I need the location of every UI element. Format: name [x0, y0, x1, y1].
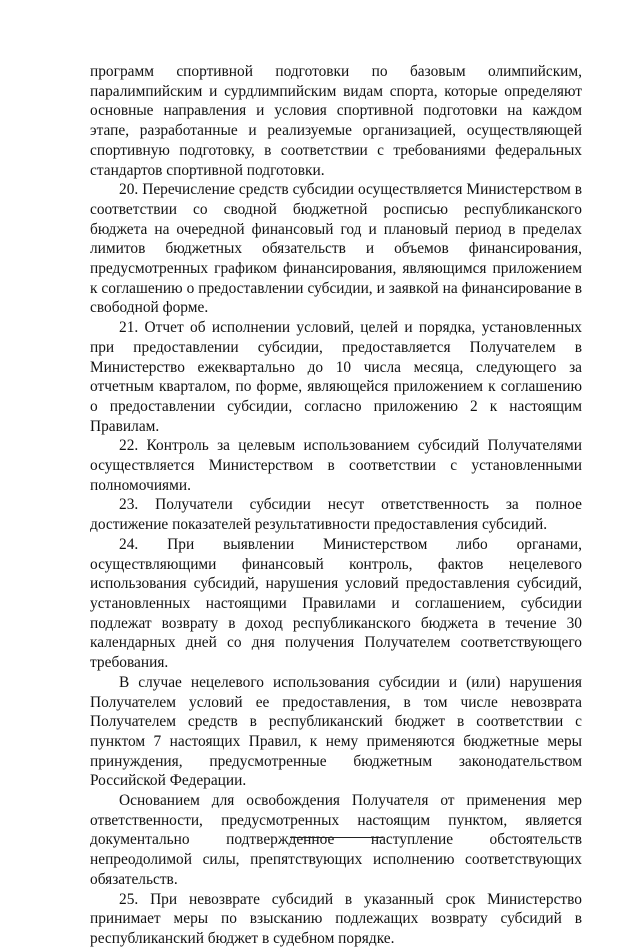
paragraph-item-22: 22. Контроль за целевым использованием субсидий Получателями осуществляется Министерством в соответствии с установленными полномочиями. — [90, 437, 582, 494]
paragraph-item-25: 25. При невозврате субсидий в указанный срок Министерство принимает меры по взысканию подлежащих возврату субсидий в республиканский бюджет в судебном порядке. — [90, 890, 582, 947]
paragraph-continuation: программ спортивной подготовки по базовым олимпийским, паралимпийским и сурдлимпийским видам спорта, которые определяют основные направления и условия спортивной подготовки на каждом этапе, разработанные и реализуемые организацией, осуществляющей спортивную подготовку, в соответствии с требованиями федеральных стандартов спортивной подготовки. — [90, 63, 582, 179]
paragraph-item-24: 24. При выявлении Министерством либо органами, осуществляющими финансовый контроль, фактов нецелевого использования субсидий, нарушения условий предоставления субсидий, установленных настоящими Правилами и соглашением, субсидии подлежат возврату в доход республиканского бюджета в течение 30 календарных дней со дня получения Получателем соответствующего требования. — [90, 535, 582, 672]
paragraph-item-24-misuse: В случае нецелевого использования субсидии и (или) нарушения Получателем условий ее предоставления, в том числе невозврата Получателем средств в республиканский бюджет в соответствии с пунктом 7 настоящих Правил, к нему применяются бюджетные меры принуждения, предусмотренные бюджетным законодательством Российской Федерации. — [90, 673, 582, 790]
end-of-text-rule — [290, 837, 383, 838]
paragraph-item-24-exemption: Основанием для освобождения Получателя от применения мер ответственности, предусмотренных настоящим пунктом, является документально подтвержденное наступление обстоятельств непреодолимой силы, препятствующих исполнению соответствующих обязательств. — [90, 792, 582, 888]
paragraph-item-23: 23. Получатели субсидии несут ответственность за полное достижение показателей результативности предоставления субсидий. — [90, 496, 582, 534]
document-body — [90, 62, 582, 949]
paragraph-item-20: 20. Перечисление средств субсидии осуществляется Министерством в соответствии со сводной бюджетной росписью республиканского бюджета на очередной финансовый год и плановый период в пределах лимитов бюджетных обязательств и объемов финансирования, предусмотренных графиком финансирования, являющимся приложением к соглашению о предоставлении субсидии, и заявкой на финансирование в свободной форме. — [90, 181, 582, 317]
paragraph-item-21: 21. Отчет об исполнении условий, целей и порядка, установленных при предоставлении субсидии, предоставляется Получателем в Министерство ежеквартально до 10 числа месяца, следующего за отчетным кварталом, по форме, являющейся приложением к соглашению о предоставлении субсидии, согласно приложению 2 к настоящим Правилам. — [90, 319, 582, 435]
